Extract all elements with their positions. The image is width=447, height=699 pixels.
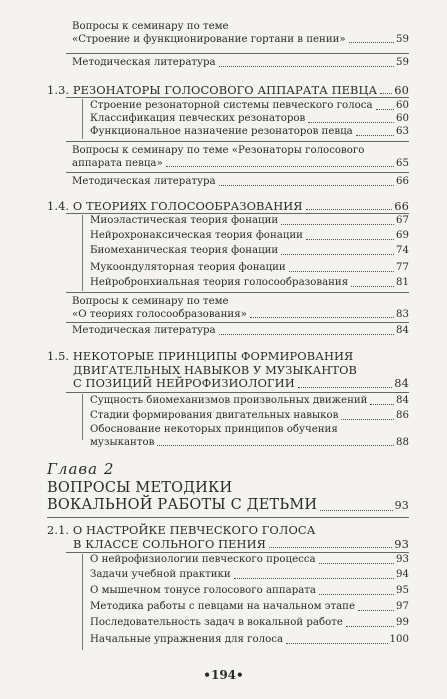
page-number: 84: [394, 376, 409, 390]
toc-entry-literature: [72, 176, 409, 189]
toc-entry: [90, 100, 409, 113]
toc-entry: [90, 245, 409, 258]
toc-section-1-4: [47, 200, 409, 213]
entry-title: Сущность биомеханизмов произвольных движений: [90, 395, 368, 406]
section-title-line: 2.1. О НАСТРОЙКЕ ПЕВЧЕСКОГО ГОЛОСА: [47, 523, 316, 537]
toc-entry: [90, 634, 409, 647]
toc-entry: [90, 395, 409, 408]
entry-title: О мышечном тонусе голосового аппарата: [90, 585, 316, 596]
entry-title: Последовательность задач в вокальной работе: [90, 617, 343, 628]
page-number: 81: [396, 277, 409, 288]
page-number: 66: [396, 176, 409, 187]
page-number: 95: [396, 585, 409, 596]
entry-line: аппарата певца»: [72, 157, 163, 169]
section-title: 1.4. О ТЕОРИЯХ ГОЛОСООБРАЗОВАНИЯ: [47, 199, 303, 213]
divider: [66, 141, 409, 142]
dot-leader: [234, 578, 394, 579]
divider: [66, 552, 409, 553]
toc-entry: [90, 126, 409, 139]
bracket-bar: [82, 554, 83, 650]
dot-leader: [351, 286, 394, 287]
dot-leader: [308, 122, 394, 123]
page-number: 86: [396, 410, 409, 421]
entry-title: Мукоондуляторная теория фонации: [90, 262, 286, 273]
entry-title: Миоэластическая теория фонации: [90, 215, 279, 226]
page-number: 59: [396, 33, 409, 45]
entry-title: Методическая литература: [72, 325, 216, 336]
page-number: 94: [396, 569, 409, 580]
footer-page-number: •194•: [203, 668, 244, 682]
page-number: 65: [396, 157, 409, 169]
divider: [66, 97, 409, 98]
toc-section-2-1: [47, 524, 409, 551]
dot-leader: [269, 547, 392, 548]
chapter-title-line: ВОПРОСЫ МЕТОДИКИ: [47, 480, 233, 496]
dot-leader: [219, 66, 394, 67]
divider: [66, 292, 409, 293]
page-number: 97: [396, 601, 409, 612]
entry-title: Методика работы с певцами на начальном этапе: [90, 601, 356, 612]
page-number: 83: [396, 308, 409, 320]
dot-leader: [306, 239, 394, 240]
divider: [66, 53, 409, 54]
divider: [66, 392, 409, 393]
section-title-line: В КЛАССЕ СОЛЬНОГО ПЕНИЯ: [73, 536, 266, 551]
entry-line: Обоснование некоторых принципов обучения: [90, 424, 338, 435]
page-number: 77: [396, 262, 409, 273]
toc-section-1-5: [47, 350, 409, 391]
dot-leader: [219, 334, 394, 335]
page-number: 66: [394, 199, 409, 213]
entry-title: О нейрофизиологии певческого процесса: [90, 554, 316, 565]
entry-title: Биомеханическая теория фонации: [90, 245, 279, 256]
page-number: 69: [396, 230, 409, 241]
page-number: 99: [396, 617, 409, 628]
page-number: 84: [396, 325, 409, 336]
page-number: 93: [394, 536, 409, 551]
toc-entry: [90, 424, 409, 449]
divider: [66, 213, 409, 214]
entry-title: Методическая литература: [72, 57, 216, 68]
page-number: 88: [396, 436, 409, 448]
page-number: 60: [394, 83, 409, 97]
toc-entry-seminar-resonators: [72, 145, 409, 170]
dot-leader: [298, 387, 393, 388]
toc-entry: [90, 569, 409, 582]
dot-leader: [281, 254, 394, 255]
chapter-title: [47, 480, 409, 514]
toc-entry-literature: [72, 325, 409, 338]
page-number: 59: [396, 57, 409, 68]
dot-leader: [289, 271, 394, 272]
page-number: 67: [396, 215, 409, 226]
page-number: 84: [396, 395, 409, 406]
entry-title: Строение резонаторной системы певческого голоса: [90, 100, 373, 111]
dot-leader: [349, 42, 394, 43]
dot-leader: [358, 610, 394, 611]
page-number: 63: [396, 126, 409, 137]
dot-leader: [320, 510, 392, 511]
dot-leader: [281, 224, 394, 225]
dot-leader: [370, 404, 394, 405]
page-number: 74: [396, 245, 409, 256]
entry-title: Задачи учебной практики: [90, 569, 231, 580]
divider: [47, 517, 409, 518]
toc-entry: [90, 585, 409, 598]
dot-leader: [341, 419, 394, 420]
entry-line: «Строение и функционирование гортани в пении»: [72, 33, 346, 45]
toc-entry: [90, 601, 409, 614]
chapter-title-line: ВОКАЛЬНОЙ РАБОТЫ С ДЕТЬМИ: [47, 497, 318, 513]
dot-leader: [346, 626, 394, 627]
toc-entry: [90, 554, 409, 567]
divider: [66, 322, 409, 323]
dot-leader: [319, 563, 394, 564]
section-title-line: ДВИГАТЕЛЬНЫХ НАВЫКОВ У МУЗЫКАНТОВ: [73, 362, 358, 377]
dot-leader: [376, 109, 394, 110]
entry-title: Классификация певческих резонаторов: [90, 113, 306, 124]
dot-leader: [157, 445, 394, 446]
section-title-line: С ПОЗИЦИЙ НЕЙРОФИЗИОЛОГИИ: [73, 376, 295, 390]
dot-leader: [250, 317, 394, 318]
page-number: 60: [396, 113, 409, 124]
entry-title: Методическая литература: [72, 176, 216, 187]
toc-entry: [90, 230, 409, 243]
toc-entry: [90, 410, 409, 423]
page-number: 93: [394, 499, 409, 512]
toc-entry: [90, 277, 409, 290]
page-number: 60: [396, 100, 409, 111]
bracket-bar: [82, 215, 83, 291]
bracket-bar: [82, 394, 83, 440]
dot-leader: [286, 643, 388, 644]
chapter-label: Глава 2: [47, 460, 115, 478]
toc-section-1-3: [47, 84, 409, 97]
bracket-bar: [82, 99, 83, 139]
toc-entry: [90, 617, 409, 630]
section-title: 1.3. РЕЗОНАТОРЫ ГОЛОСОВОГО АППАРАТА ПЕВЦА: [47, 83, 378, 97]
toc-entry-seminar-theories: [72, 296, 409, 321]
entry-title: Нейробронхиальная теория голосообразования: [90, 277, 349, 288]
entry-line: музыкантов: [90, 436, 155, 448]
toc-entry-literature: [72, 57, 409, 70]
page-number: 100: [389, 634, 409, 645]
dot-leader: [380, 93, 392, 94]
divider: [66, 172, 409, 173]
entry-title: Нейрохронаксическая теория фонации: [90, 230, 303, 241]
entry-line: Вопросы к семинару по теме: [72, 296, 229, 307]
entry-title: Начальные упражнения для голоса: [90, 634, 284, 645]
toc-entry-seminar-larynx: [72, 21, 409, 46]
dot-leader: [319, 594, 394, 595]
entry-line: «О теориях голосообразования»: [72, 308, 247, 320]
entry-line: Вопросы к семинару по теме «Резонаторы голосового: [72, 145, 365, 156]
entry-title: Стадии формирования двигательных навыков: [90, 410, 339, 421]
entry-title: Функциональное назначение резонаторов певца: [90, 126, 353, 137]
dot-leader: [219, 185, 394, 186]
dot-leader: [166, 166, 394, 167]
toc-entry: [90, 215, 409, 228]
toc-entry: [90, 262, 409, 275]
dot-leader: [356, 135, 394, 136]
dot-leader: [306, 209, 393, 210]
page-number: 93: [396, 554, 409, 565]
entry-line: Вопросы к семинару по теме: [72, 21, 229, 32]
toc-entry: [90, 113, 409, 126]
section-title-line: 1.5. НЕКОТОРЫЕ ПРИНЦИПЫ ФОРМИРОВАНИЯ: [47, 349, 354, 363]
